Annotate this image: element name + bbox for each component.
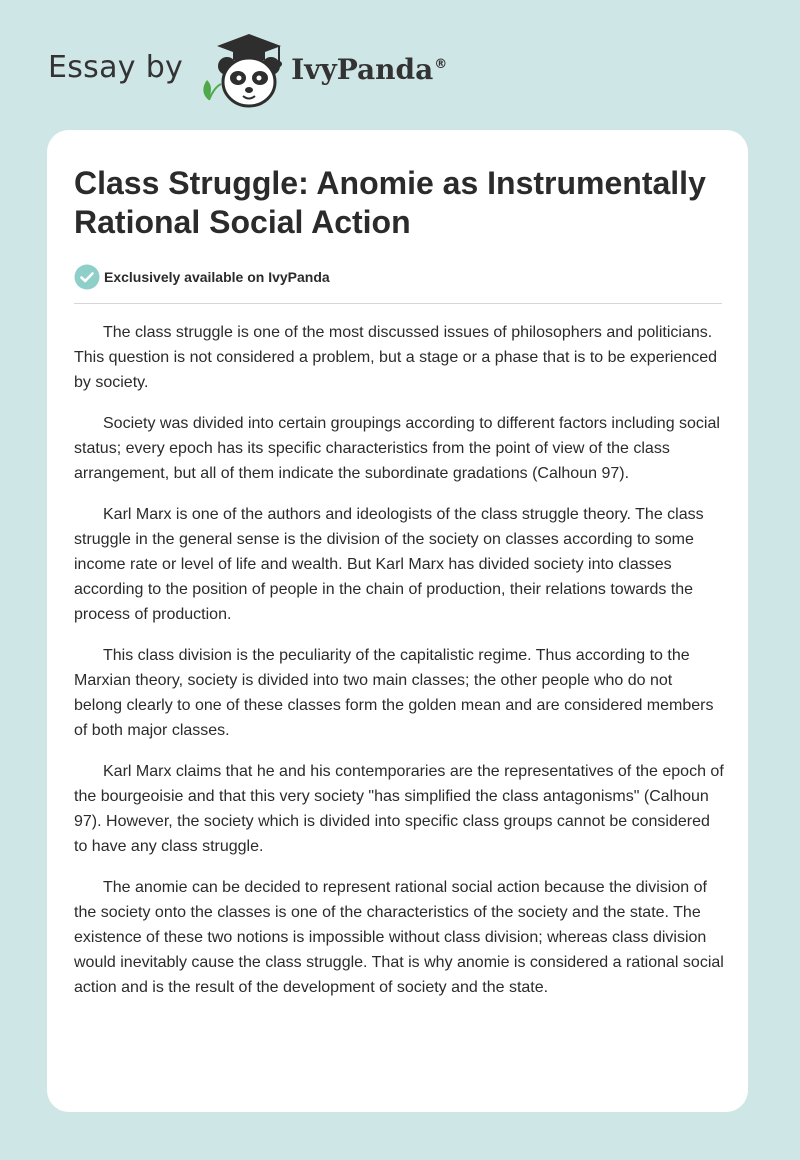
essay-paragraph: The class struggle is one of the most discussed issues of philosophers and politicians. This question is not considered a problem, but a stage or a phase that is to be experienced by society. bbox=[74, 324, 718, 391]
check-circle-icon bbox=[74, 264, 100, 290]
essay-title: Class Struggle: Anomie as Instrumentally Rational Social Action bbox=[74, 165, 706, 240]
title-divider bbox=[74, 303, 722, 304]
brand-name bbox=[291, 53, 447, 86]
essay-card bbox=[47, 130, 748, 1112]
essay-paragraph: This class division is the peculiarity of the capitalistic regime. Thus according to the Marxian theory, society is divided into two main classes; the other people who do not belong clearly to one of these classes form the golden mean and are considered members of both major classes. bbox=[74, 647, 714, 739]
registered-mark: ® bbox=[434, 57, 448, 73]
exclusive-label: Exclusively available on IvyPanda bbox=[104, 269, 330, 285]
essay-paragraph: Society was divided into certain groupings according to different factors including social status; every epoch has its specific characteristics from the point of view of the class arrangement, but all of them indicate the subordinate gradations (Calhoun 97). bbox=[74, 415, 720, 482]
essay-body bbox=[74, 320, 724, 1016]
panda-graduate-icon bbox=[197, 30, 289, 110]
essay-paragraph: The anomie can be decided to represent rational social action because the division of the society onto the classes is one of the characteristics of the society and the state. The existence of these two notions is impossible without class division; whereas class division would inevitably cause the class struggle. That is why anomie is considered a rational social action and is the result of the development of society and the state. bbox=[74, 879, 724, 996]
essay-paragraph: Karl Marx is one of the authors and ideologists of the class struggle theory. The class struggle in the general sense is the division of the society on classes according to some income rate or level of life and wealth. But Karl Marx has divided society into classes according to the position of people in the chain of production, their relations towards the process of production. bbox=[74, 506, 704, 623]
exclusive-badge bbox=[74, 264, 330, 290]
essay-by-label: Essay by bbox=[48, 49, 184, 85]
brand-name-text: IvyPanda bbox=[291, 52, 434, 86]
site-header bbox=[48, 30, 447, 110]
essay-paragraph: Karl Marx claims that he and his contemporaries are the representatives of the epoch of the bourgeoisie and that this very society "has simplified the class antagonisms" (Calhoun 97). However, the society which is divided into specific class groups cannot be considered to have any class struggle. bbox=[74, 763, 724, 855]
